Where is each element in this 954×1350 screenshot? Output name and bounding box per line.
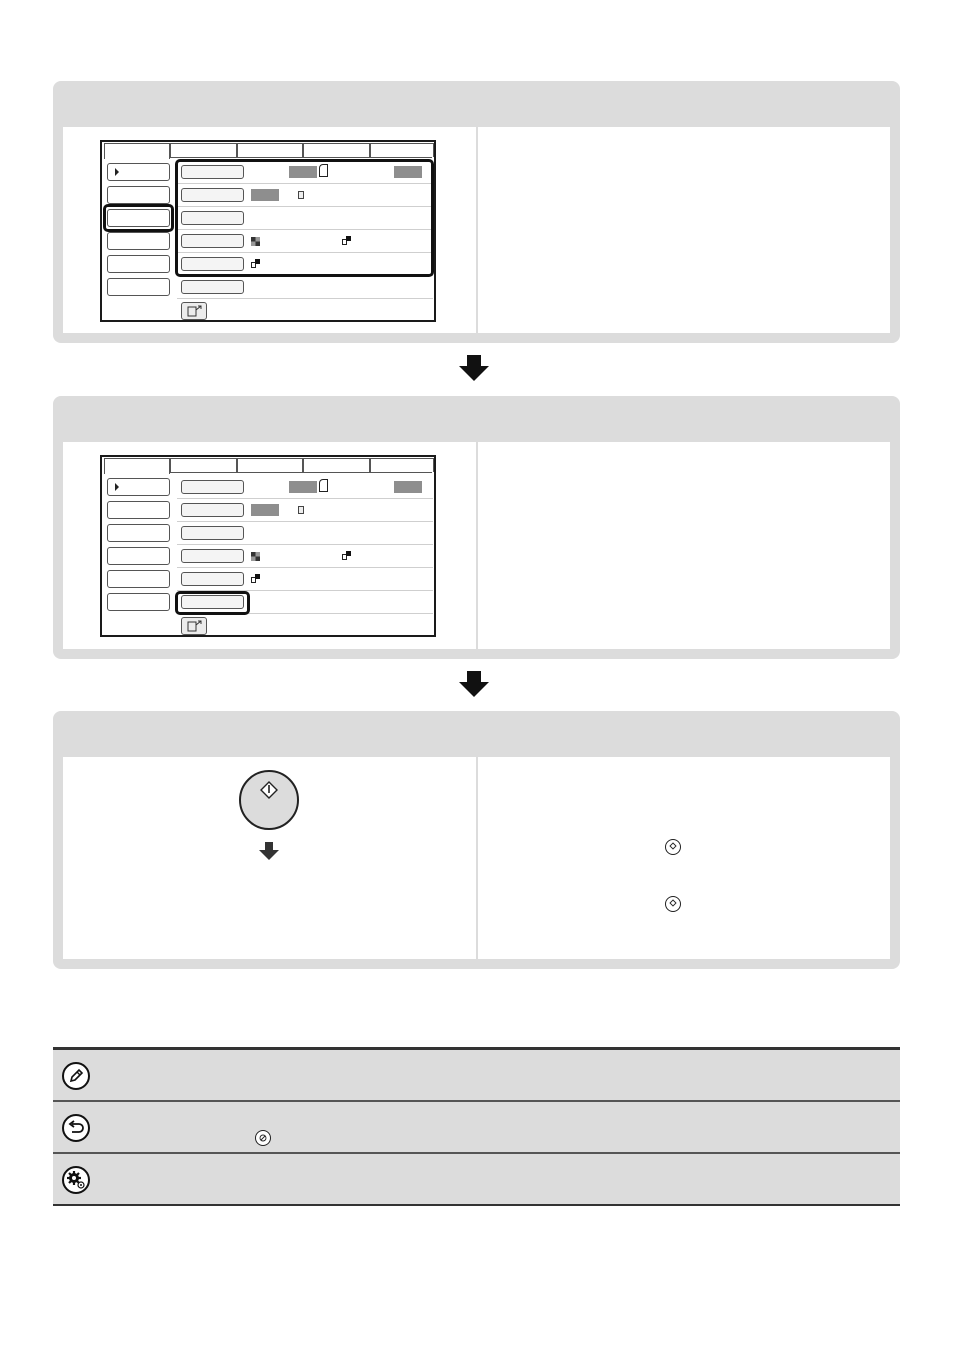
step-1-content — [63, 127, 890, 333]
resolution-icon — [342, 551, 351, 560]
step-2-box — [53, 396, 900, 659]
down-arrow-icon — [459, 671, 489, 697]
tab-5[interactable] — [370, 143, 434, 157]
row-5-button[interactable] — [181, 572, 244, 586]
pencil-note-icon — [62, 1062, 90, 1090]
row-6-button[interactable] — [181, 280, 244, 294]
start-key-icon — [665, 839, 681, 855]
step-1-description — [478, 127, 890, 333]
start-icon — [241, 772, 297, 828]
tab-4[interactable] — [303, 458, 370, 472]
side-button-3[interactable] — [107, 524, 170, 542]
highlight-side-button — [103, 204, 174, 232]
tab-3[interactable] — [237, 458, 303, 472]
settings-row-5 — [177, 568, 433, 591]
operation-panel-screen — [100, 455, 436, 637]
tab-3[interactable] — [237, 143, 303, 157]
side-button-1[interactable] — [107, 163, 170, 181]
side-button-6[interactable] — [107, 593, 170, 611]
color-mode-icon — [251, 552, 260, 561]
tab-5[interactable] — [370, 458, 434, 472]
row-2-button[interactable] — [181, 503, 244, 517]
start-key-button[interactable] — [239, 770, 299, 830]
resolution-icon — [251, 574, 260, 583]
start-key-icon — [665, 896, 681, 912]
side-button-2[interactable] — [107, 501, 170, 519]
play-icon — [115, 483, 119, 491]
highlight-settings-rows — [175, 159, 434, 277]
side-button-4[interactable] — [107, 547, 170, 565]
step-3-illustration — [63, 757, 478, 959]
tab-1[interactable] — [104, 143, 170, 159]
original-page-icon — [319, 479, 328, 492]
tab-1[interactable] — [104, 458, 170, 474]
preview-icon-button[interactable] — [181, 302, 207, 320]
row-1-button[interactable] — [181, 480, 244, 494]
side-button-6[interactable] — [107, 278, 170, 296]
operation-panel-screen — [100, 140, 436, 322]
step-3-content — [63, 757, 890, 959]
system-settings-gear-icon — [62, 1166, 90, 1194]
preview-icon — [182, 303, 206, 319]
step-2-description — [478, 442, 890, 649]
row-3-button[interactable] — [181, 526, 244, 540]
step-3-description — [478, 757, 890, 959]
settings-row-2 — [177, 499, 433, 522]
down-arrow-icon — [259, 842, 279, 860]
play-icon — [115, 168, 119, 176]
settings-row-1 — [177, 476, 433, 499]
preview-icon — [182, 618, 206, 634]
step-1-box — [53, 81, 900, 343]
row-4-button[interactable] — [181, 549, 244, 563]
step-1-illustration — [63, 127, 478, 333]
settings-row-6 — [177, 276, 433, 299]
note-row-1 — [53, 1050, 900, 1100]
document-icon — [298, 506, 304, 514]
tab-4[interactable] — [303, 143, 370, 157]
return-arrow-icon — [62, 1114, 90, 1142]
step-2-content — [63, 442, 890, 649]
side-button-4[interactable] — [107, 232, 170, 250]
side-button-1[interactable] — [107, 478, 170, 496]
side-button-5[interactable] — [107, 255, 170, 273]
note-row-2 — [53, 1100, 900, 1152]
tab-2[interactable] — [170, 458, 237, 472]
settings-row-4 — [177, 545, 433, 568]
tab-2[interactable] — [170, 143, 237, 157]
notes-table — [53, 1047, 900, 1206]
step-3-box — [53, 711, 900, 969]
step-2-illustration — [63, 442, 478, 649]
preview-icon-button[interactable] — [181, 617, 207, 635]
settings-row-3 — [177, 522, 433, 545]
side-button-5[interactable] — [107, 570, 170, 588]
note-row-3 — [53, 1152, 900, 1204]
clear-key-icon — [255, 1130, 271, 1146]
side-button-2[interactable] — [107, 186, 170, 204]
down-arrow-icon — [459, 355, 489, 381]
highlight-row-6-button — [175, 591, 250, 615]
